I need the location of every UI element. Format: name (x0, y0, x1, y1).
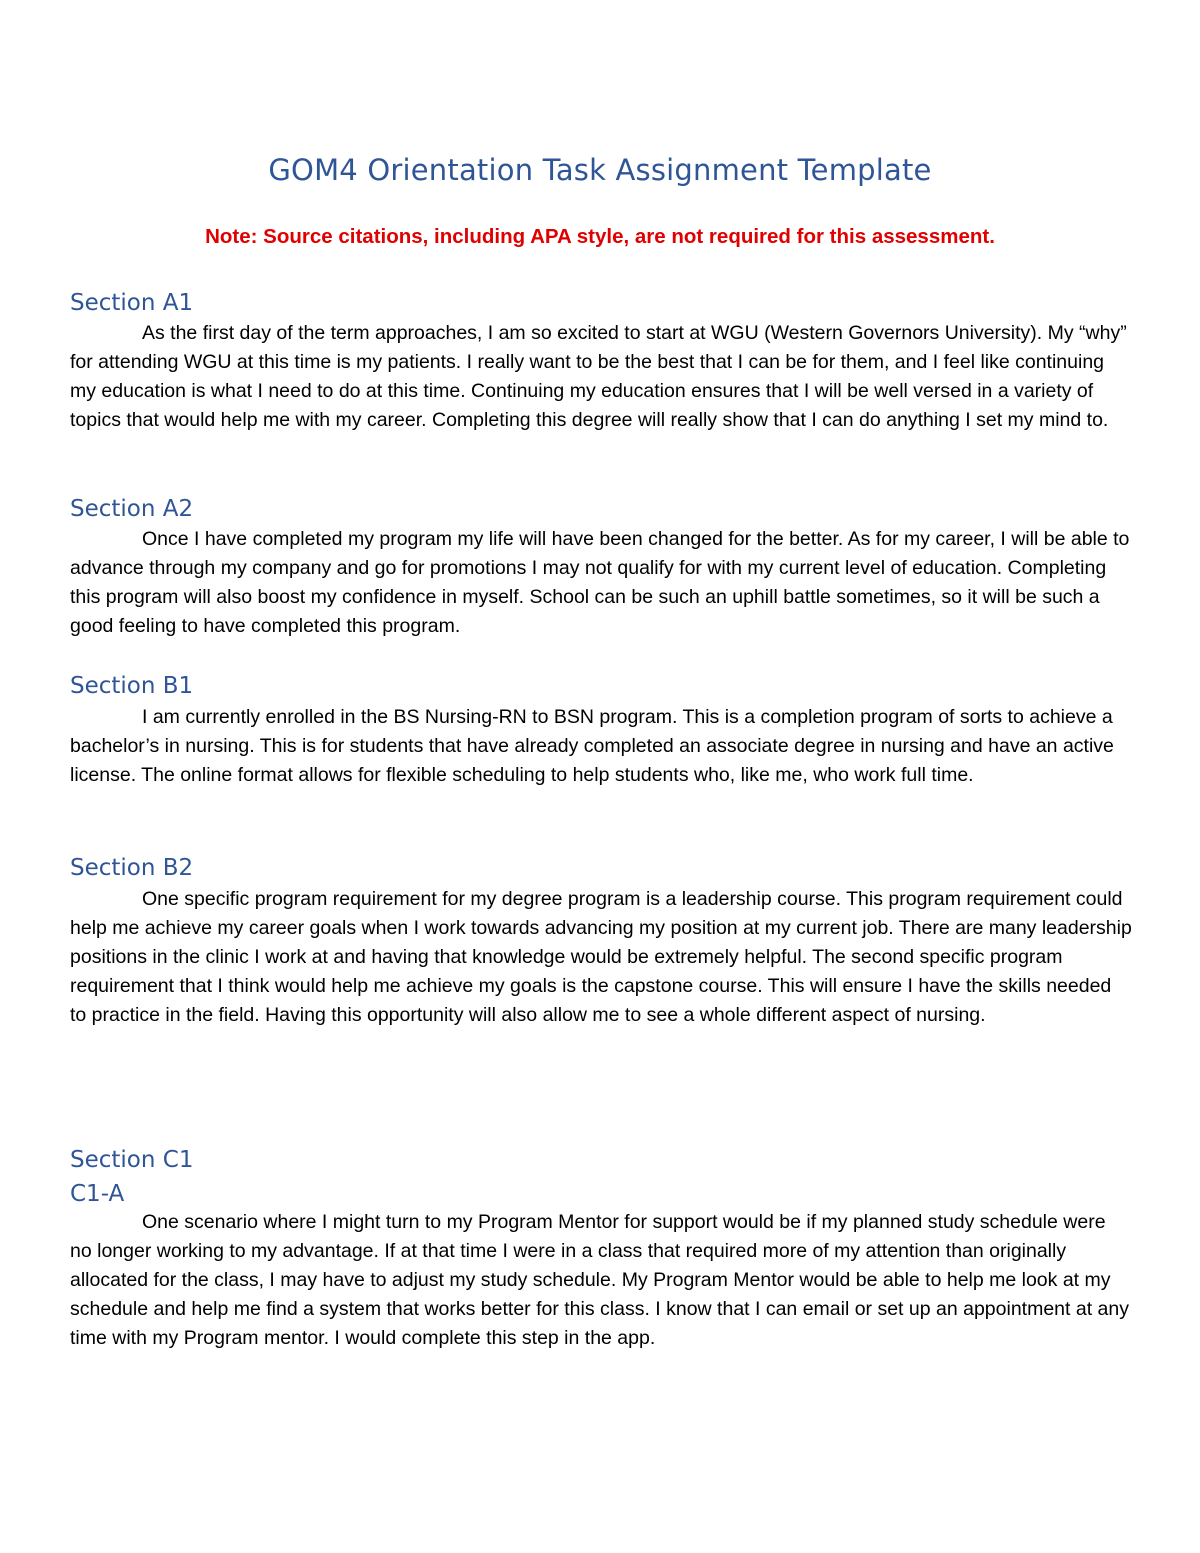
document-title: GOM4 Orientation Task Assignment Template (268, 153, 932, 187)
section-c1a-subheading: C1-A (70, 1181, 125, 1207)
section-b1-text: I am currently enrolled in the BS Nursing-RN to BSN program. This is a completion program of sorts to achieve a bachelor’s in nursing. This is for students that have already completed an associate degree in nursing and have an active license. The online format allows for flexible scheduling to help students who, like me, who work full time. (70, 706, 1114, 786)
section-c1-heading: Section C1 (70, 1147, 194, 1173)
section-b1-heading: Section B1 (70, 673, 194, 699)
section-a1-heading: Section A1 (70, 290, 194, 316)
section-a2-heading: Section A2 (70, 496, 194, 522)
section-c1a-text: One scenario where I might turn to my Program Mentor for support would be if my planned study schedule were no longer working to my advantage. If at that time I were in a class that required more of my attention than originally allocated for the class, I may have to adjust my study schedule. My Program Mentor would be able to help me look at my schedule and help me find a system that works better for this class. I know that I can email or set up an appointment at any time with my Program mentor. I would complete this step in the app. (70, 1211, 1129, 1349)
section-a2-text: Once I have completed my program my life will have been changed for the better. As for my career, I will be able to advance through my company and go for promotions I may not qualify for with my current level of education. Completing this program will also boost my confidence in myself. School can be such an uphill battle sometimes, so it will be such a good feeling to have completed this program. (70, 528, 1130, 637)
assessment-note: Note: Source citations, including APA style, are not required for this assessment. (205, 225, 995, 248)
section-b2-heading: Section B2 (70, 855, 194, 881)
section-b2-text: One specific program requirement for my degree program is a leadership course. This program requirement could help me achieve my career goals when I work towards advancing my position at my current job. There are many leadership positions in the clinic I work at and having that knowledge would be extremely helpful. The second specific program requirement that I think would help me achieve my goals is the capstone course. This will ensure I have the skills needed to practice in the field. Having this opportunity will also allow me to see a whole different aspect of nursing. (70, 888, 1132, 1026)
section-a1-text: As the first day of the term approaches, I am so excited to start at WGU (Western Governors University). My “why” for attending WGU at this time is my patients. I really want to be the best that I can be for them, and I feel like continuing my education is what I need to do at this time. Continuing my education ensures that I will be well versed in a variety of topics that would help me with my career. Completing this degree will really show that I can do anything I set my mind to. (70, 322, 1127, 431)
